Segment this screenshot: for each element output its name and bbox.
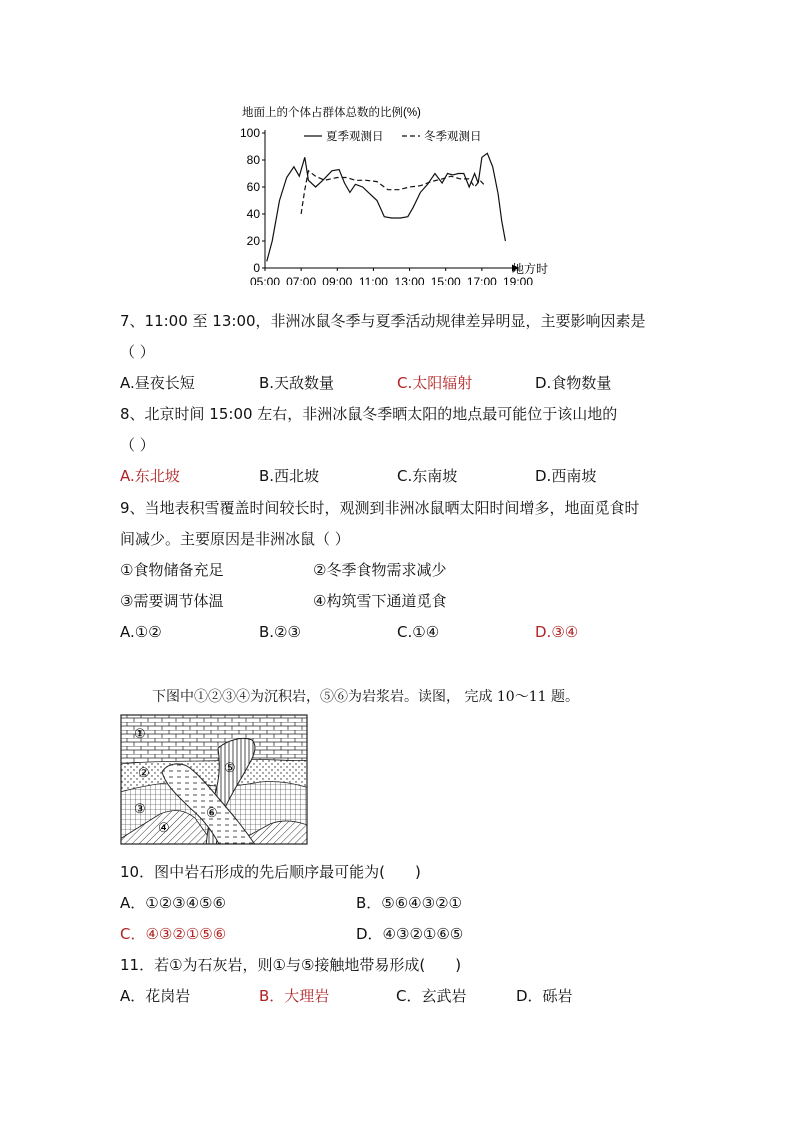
q11-option-d: D．砾岩 <box>516 987 573 1005</box>
q9-item-3: ③需要调节体温 <box>120 592 224 610</box>
q8-option-d: D.西南坡 <box>535 467 597 485</box>
activity-chart <box>232 100 562 285</box>
q9-option-d: D.③④ <box>535 623 579 641</box>
y-tick-label: 100 <box>239 126 260 140</box>
q11-option-b: B．大理岩 <box>259 987 330 1005</box>
q11-stem: 11．若①为石灰岩，则①与⑤接触地带易形成( ) <box>120 956 462 974</box>
q10-option-d: D．④③②①⑥⑤ <box>356 925 464 943</box>
q11-option-a: A．花岗岩 <box>120 987 191 1005</box>
q10-stem: 10．图中岩石形成的先后顺序最可能为( ) <box>120 863 421 881</box>
q9-item-2: ②冬季食物需求减少 <box>313 561 447 579</box>
label-4: ④ <box>158 820 170 835</box>
x-tick-label: 19:00 <box>502 275 534 285</box>
q7-paren: （ ） <box>120 343 155 361</box>
q8-option-c: C.东南坡 <box>397 467 458 485</box>
legend-label: 夏季观测日 <box>326 131 384 143</box>
y-tick-label: 80 <box>246 153 260 167</box>
q8-paren: （ ） <box>120 436 155 454</box>
section-intro: 下图中①②③④为沉积岩，⑤⑥为岩浆岩。读图， 完成 10～11 题。 <box>152 689 579 705</box>
q9-stem-line1: 9、当地表积雪覆盖时间较长时，观测到非洲冰鼠晒太阳时间增多，地面觅食时 <box>120 499 640 517</box>
chart-title: 地面上的个体占群体总数的比例(%) <box>242 107 421 119</box>
q9-stem-line2: 间减少。主要原因是非洲冰鼠（ ） <box>120 530 350 548</box>
y-tick-label: 20 <box>246 234 260 248</box>
legend-label: 冬季观测日 <box>424 131 482 143</box>
q7-option-d: D.食物数量 <box>535 374 612 392</box>
series-summer-line <box>267 153 506 261</box>
x-tick-label: 13:00 <box>394 275 425 285</box>
q7-option-c: C.太阳辐射 <box>397 374 473 392</box>
x-tick-label: 15:00 <box>430 275 461 285</box>
x-tick-label: 05:00 <box>249 275 281 285</box>
q10-option-a: A．①②③④⑤⑥ <box>120 894 226 912</box>
q7-option-a: A.昼夜长短 <box>120 374 195 392</box>
q8-stem: 8、北京时间 15:00 左右，非洲冰鼠冬季晒太阳的地点最可能位于该山地的 <box>120 405 618 423</box>
q9-item-1: ①食物储备充足 <box>120 561 224 579</box>
q8-option-a: A.东北坡 <box>120 467 180 485</box>
q10-option-c: C．④③②①⑤⑥ <box>120 925 227 943</box>
x-axis-label: 地方时 <box>512 262 549 276</box>
q8-option-b: B.西北坡 <box>259 467 320 485</box>
y-tick-label: 60 <box>246 180 260 194</box>
label-2: ② <box>138 765 150 780</box>
q9-option-a: A.①② <box>120 623 162 641</box>
label-1: ① <box>134 726 146 741</box>
q7-option-b: B.天敌数量 <box>259 374 335 392</box>
label-5: ⑤ <box>224 760 236 775</box>
label-6: ⑥ <box>206 805 218 820</box>
q7-stem: 7、11:00 至 13:00，非洲冰鼠冬季与夏季活动规律差异明显，主要影响因素是 <box>120 312 646 330</box>
y-tick-label: 0 <box>253 261 260 275</box>
label-3: ③ <box>134 801 146 816</box>
x-tick-label: 17:00 <box>466 275 497 285</box>
series-winter-line <box>301 171 484 214</box>
q9-option-b: B.②③ <box>259 623 301 641</box>
q11-option-c: C．玄武岩 <box>396 987 467 1005</box>
q9-item-4: ④构筑雪下通道觅食 <box>313 592 447 610</box>
q9-option-c: C.①④ <box>397 623 440 641</box>
x-tick-label: 11:00 <box>358 275 388 285</box>
x-tick-label: 09:00 <box>322 275 353 285</box>
q10-option-b: B．⑤⑥④③②① <box>356 894 462 912</box>
y-tick-label: 40 <box>246 207 260 221</box>
rock-strata-diagram <box>120 714 310 846</box>
x-tick-label: 07:00 <box>286 275 317 285</box>
